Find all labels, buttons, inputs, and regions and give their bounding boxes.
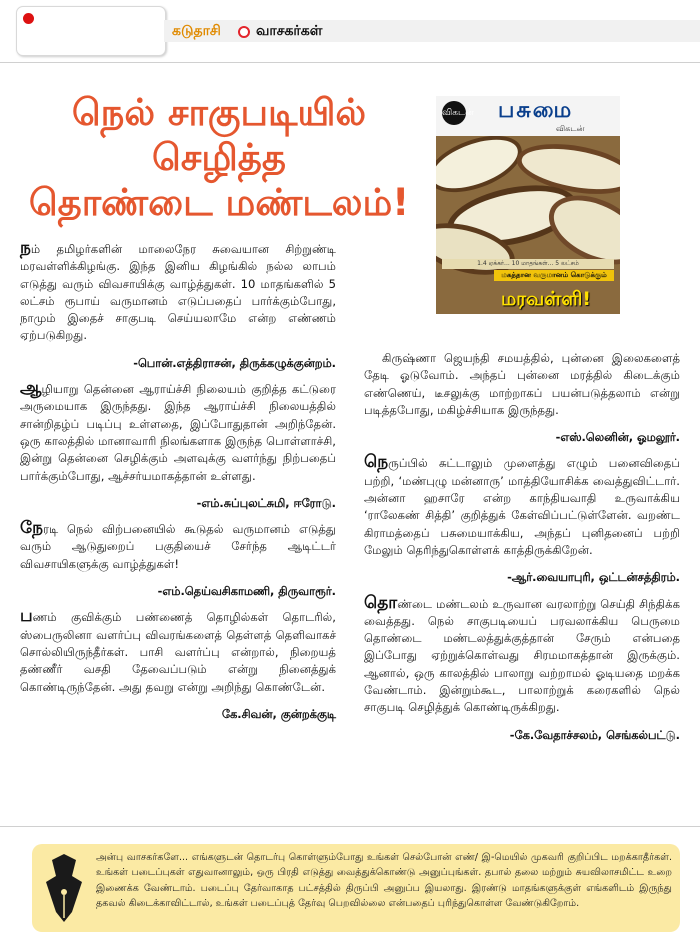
letter-text — [20, 608, 336, 695]
reader-notice-text: அன்பு வாசகர்களே... எங்களுடன் தொடர்பு கொள்ளும்போது உங்கள் செல்போன் எண்/ இ-மெயில் முகவரி குறிப்பிட மறக்காதீர்கள். உங்கள் படைப்புகள் எதுவானாலும், ஒரு பிரதி எடுத்து வைத்துக்கொண்டு அனுப்புங்கள். தபால் தலை மற்றும் சுயவிலாசமிட்ட உறை இணைக்க வேண்டாம். படைப்பு தேர்வாகாத பட்சத்தில் திருப்பி அனுப்ப இயலாது. இரண்டு மாதங்களுக்குள் எங்களிடம் இருந்து தகவல் கிடைக்காவிட்டால், உங்கள் படைப்புத் தேர்வு பெறவில்லை என்பதைப் புரிந்துகொள்ள வேண்டுகிறோம். — [96, 852, 672, 909]
letter-signature: -பொன்.எத்திராசன், திருக்கழுக்குன்றம். — [133, 355, 336, 370]
right-column — [364, 350, 680, 752]
dropcap: தொ — [364, 592, 398, 613]
letter-text — [364, 350, 680, 419]
cover-logo: விகடன் — [442, 101, 466, 125]
letter-body: ழியாறு தென்னை ஆராய்ச்சி நிலையம் குறித்த கட்டுரை அருமையாக இருந்தது. இந்த ஆராய்ச்சி நிலையத்தில் சான்றிதழ்ப் படிப்பு உள்ளதை, இப்போதுதான் அறிந்தேன். ஒரு காலத்தில் மானாவாரி நிலங்களாக இருந்த பொள்ளாச்சி, இன்று தென்னை செழிக்கும் அளவுக்கு வளர்ந்து நிற்பதைப் பார்க்கும்போது, ஆச்சர்யமாகத்தான் உள்ளது. — [20, 382, 336, 483]
letter-body: ணம் குவிக்கும் பண்ணைத் தொழில்கள் தொடரில், ஸ்பைருலினா வளர்ப்பு விவரங்களைத் தெள்ளத் தெளிவாகச் சொல்லியிருந்தீர்கள். பாசி வளர்ப்பு என்றால், நிறையத் தண்ணீர் வசதி தேவைப்படும் என்று நினைத்துக் கொண்டிருந்தேன். அது தவறு என்று அறிந்து கொண்டேன். — [20, 610, 336, 694]
pen-nib-icon — [42, 852, 86, 924]
letter-signature: -எஸ்.லெனின், ஓமலூர். — [555, 430, 680, 445]
letter-body: ருப்பில் சுட்டாலும் முளைத்து எழும் பனைவிதைப் பற்றி, ‘மண்புழு மன்னாரு’ மாத்தியோசிக்க வைத்துவிட்டார். அன்னா ஹசாரே என்ற காந்தியவாதி உருவாக்கிய ‘ராலேகண் சித்தி’ குறித்துக் கேள்விப்பட்டுள்ளேன். வறண்ட கிராமத்தைப் பசுமையாக்கிய, அந்தப் புனிதனைப் பற்றி மேலும் தெரிந்துகொள்ளக் காத்திருக்கிறேன். — [364, 456, 680, 557]
letter-signature: -கே.வேதாச்சலம், செங்கல்பட்டு. — [509, 727, 680, 742]
reader-notice-box — [32, 844, 680, 932]
section-ring-icon — [238, 26, 250, 38]
letter-text — [20, 380, 336, 485]
magazine-section-name: கடுதாசி — [172, 23, 221, 39]
letter-text — [20, 240, 336, 345]
letter-signature: கே.சிவன், குன்றக்குடி — [221, 706, 336, 721]
red-dot-icon — [23, 13, 34, 24]
cover-subtitle: விகடன் — [556, 124, 585, 133]
letter-body: ண்டை மண்டலம் உருவான வரலாற்று செய்தி சிந்திக்க வைத்தது. நெல் சாகுபடியைப் பரவலாக்கிய பெருமை தொண்டை மண்டலத்துக்குத்தான் சேரும் என்பதை இப்போது ஏற்றுக்கொள்வது சிரமமாகத்தான் இருக்கும். ஆனால், ஒரு காலத்தில் பாலாறு வற்றாமல் ஓடியதை மறக்க வேண்டாம். இன்றும்கூட, பாலாற்றுக் கரைகளில் நெல் சாகுபடி செழித்துக் கொண்டிருக்கிறது. — [364, 596, 680, 715]
cover-feature: மரவள்ளி! — [500, 288, 592, 310]
header-box — [16, 6, 166, 56]
left-column — [20, 240, 336, 731]
headline-line: தொண்டை மண்டலம்! — [28, 181, 410, 224]
letter-signature: -ஆர்.வையாபுரி, ஒட்டன்சத்திரம். — [507, 570, 680, 585]
dropcap: ஆ — [20, 378, 42, 399]
dropcap: நே — [20, 518, 43, 539]
dropcap: ந — [20, 238, 31, 258]
letter-text — [20, 520, 336, 573]
letter-body: ம் தமிழர்களின் மாலைநேர சுவையான சிற்றுண்டி மரவள்ளிக்கிழங்கு. இந்த இனிய கிழங்கில் நல்ல லாபம் எடுத்து வரும் விவசாயிக்கு வாழ்த்துகள். 10 மாதங்களில் 5 லட்சம் ரூபாய் வருமானம் எடுப்பதைப் பார்க்கும்போது, நாமும் இதைச் சாகுபடி செய்யலாமே என்ற எண்ணம் ஏற்படுகிறது. — [20, 242, 336, 343]
letter-body: கிருஷ்ணா ஜெயந்தி சமயத்தில், புன்னை இலைகளைத் தேடி ஓடுவோம். அந்தப் புன்னை மரத்தில் கிடைக்கும் எண்ணெய், டீசலுக்கு மாற்றாகப் பயன்படுத்தலாம் என்று படித்தபோது, மகிழ்ச்சியாக இருந்தது. — [364, 351, 680, 417]
magazine-cover-image — [436, 96, 620, 314]
headline-line: நெல் சாகுபடியில் — [71, 91, 367, 134]
header-divider — [0, 62, 700, 63]
section-title: வாசகர்கள் — [256, 23, 323, 39]
cover-label: மகத்தான வருமானம் கொடுக்கும் — [494, 270, 614, 281]
headline-line: செழித்த — [152, 136, 286, 179]
footer-divider — [0, 826, 700, 827]
letter-signature: -எம்.சுப்புலட்சுமி, ஈரோடு. — [196, 495, 336, 510]
headline — [20, 90, 418, 225]
letter-signature: -எம்.தெய்வசிகாமணி, திருவாரூர். — [157, 584, 336, 599]
letter-body: ரடி நெல் விற்பனையில் கூடுதல் வருமானம் எடுத்து வரும் ஆடுதுறைப் பகுதியைச் சேர்ந்த ஆடிட்டர் விவசாயிகளுக்கு வாழ்த்துகள்! — [20, 522, 336, 571]
cover-title: பசுமை — [498, 98, 574, 123]
letter-text — [364, 454, 680, 559]
letter-text — [364, 592, 680, 717]
dropcap: நெ — [364, 452, 389, 473]
dropcap: ப — [20, 606, 33, 627]
cover-strip: 1.4 ஏக்கர்... 10 மாதங்கள்... 5 லட்சம் — [442, 259, 614, 269]
